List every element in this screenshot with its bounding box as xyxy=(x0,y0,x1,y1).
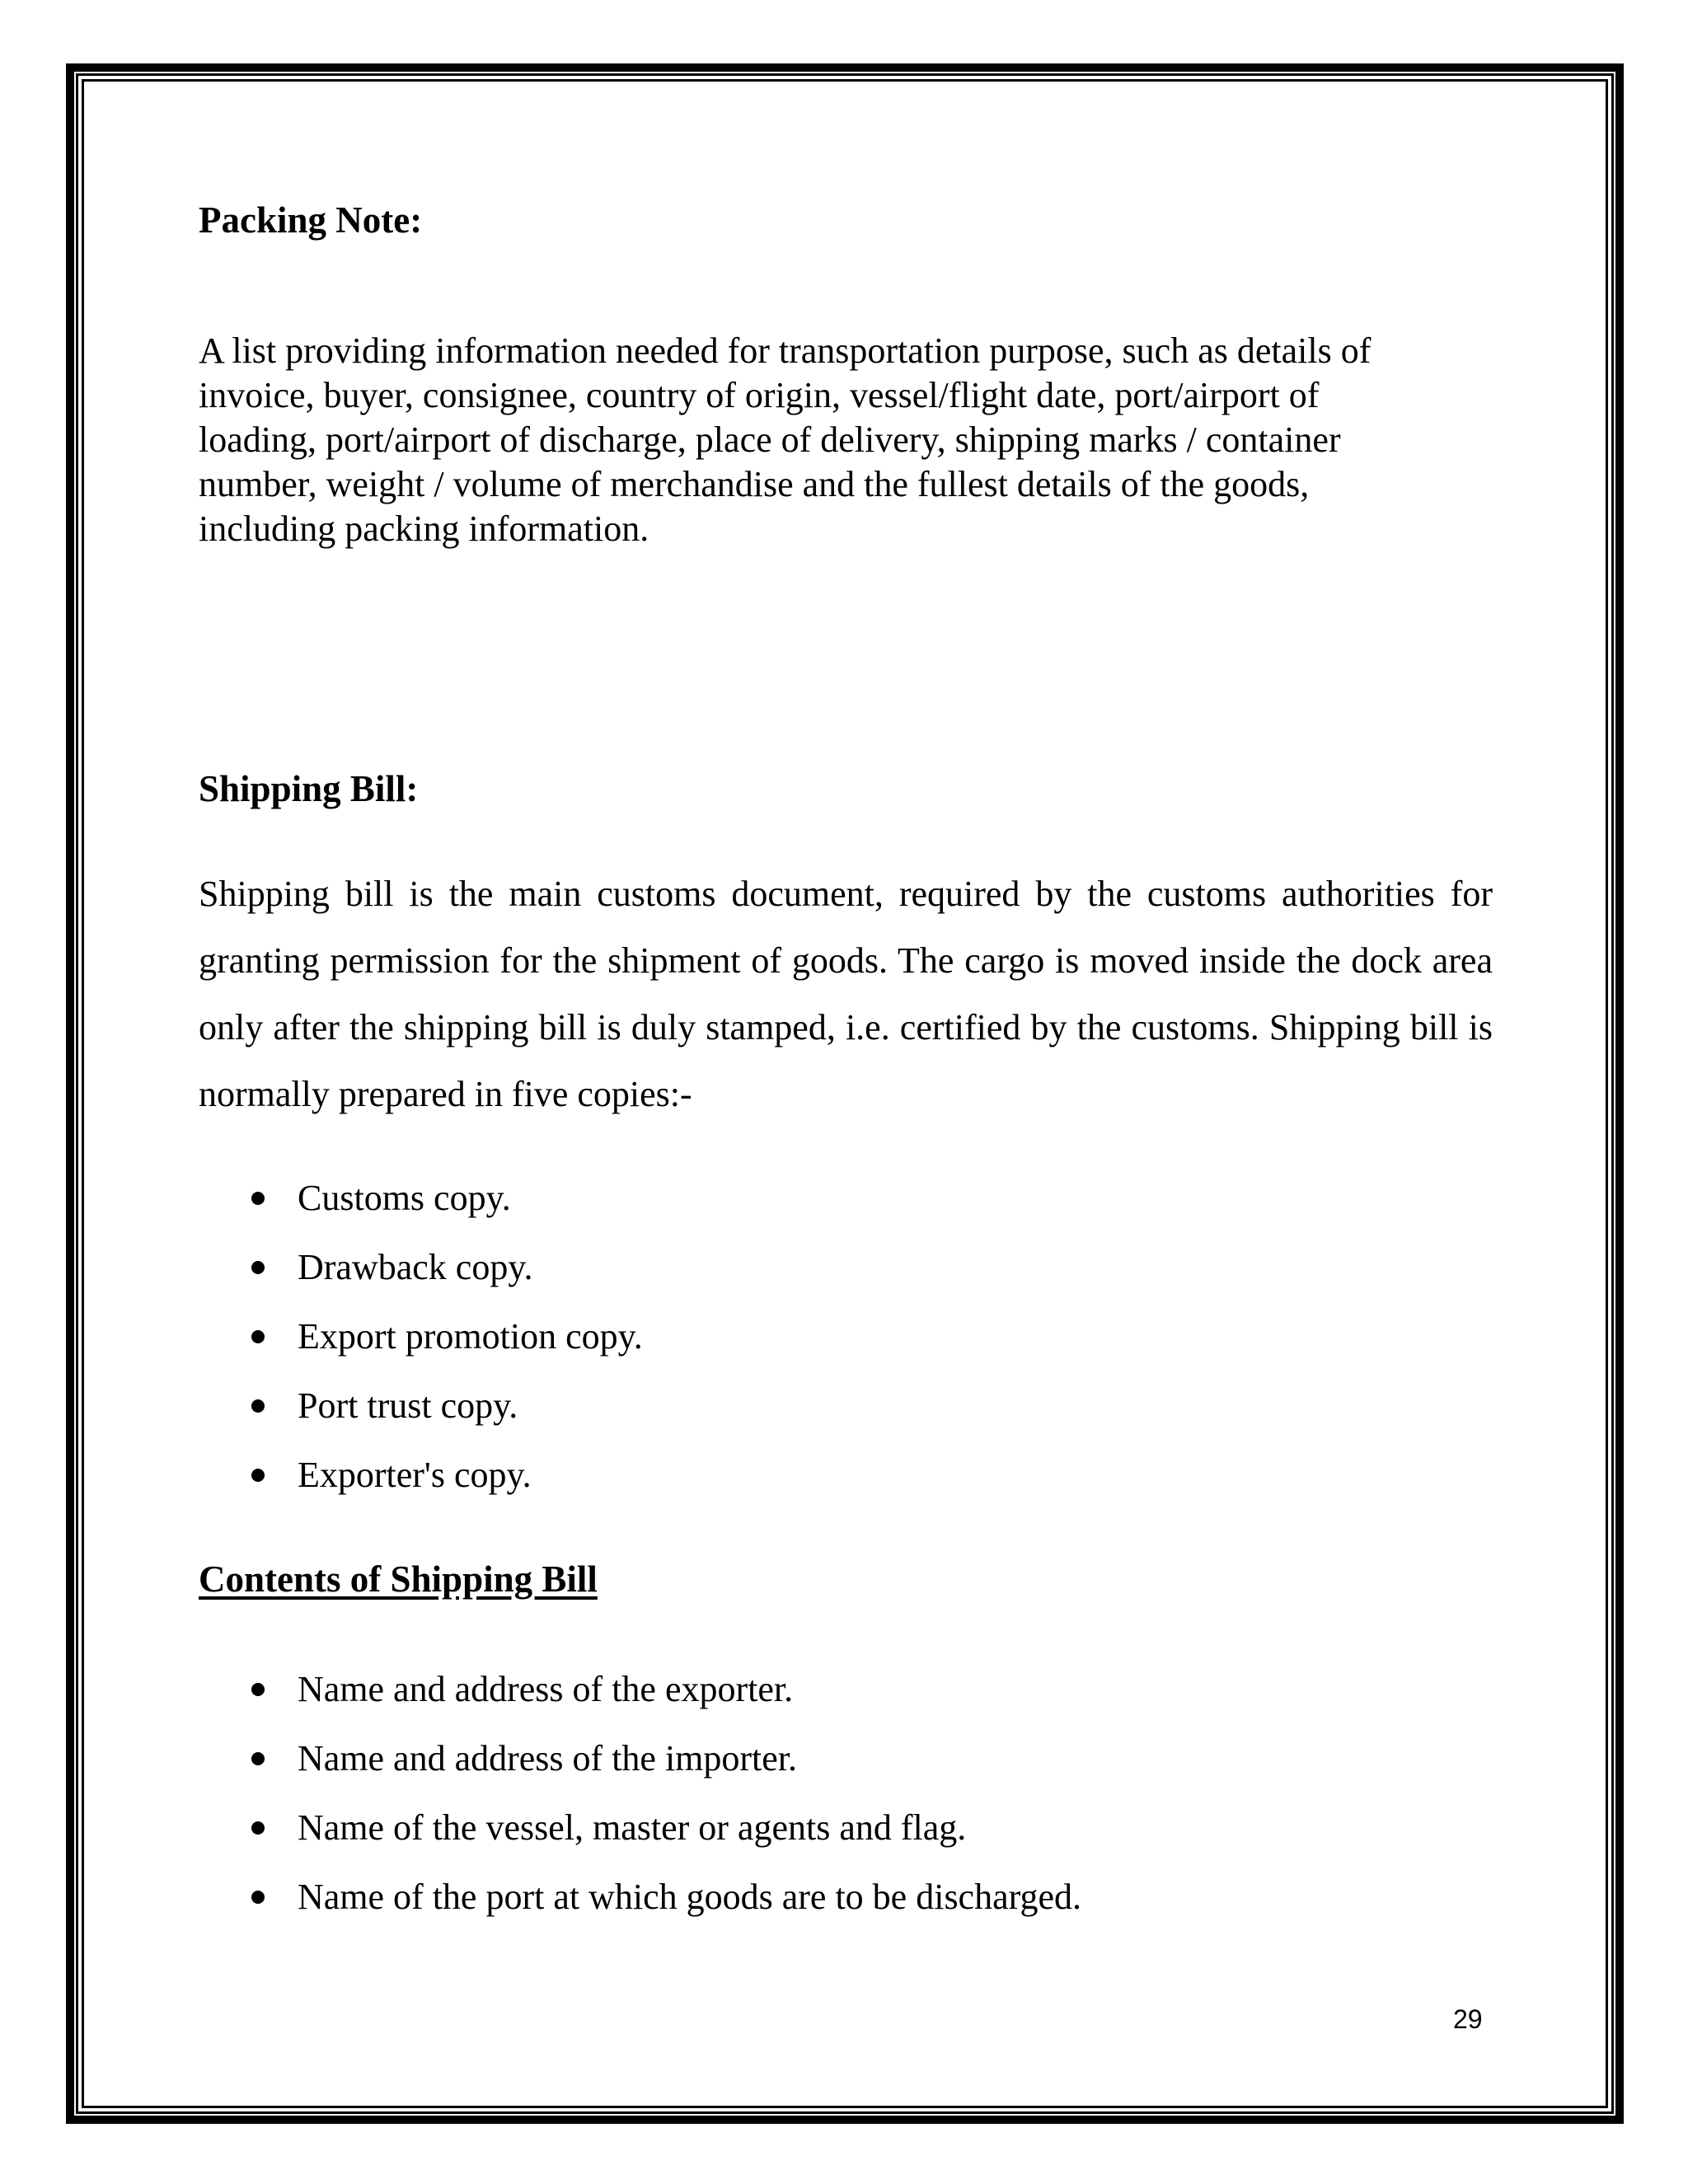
shipping-bill-heading: Shipping Bill: xyxy=(199,768,419,809)
shipping-bill-paragraph: Shipping bill is the main customs document, required by the customs authorities for granting permission for the shipment of goods. The cargo is moved inside the dock area only after the shipping bill is duly stamped, i.e. certified by the customs. Shipping bill is normally prepared in five copies:- xyxy=(199,874,1493,1114)
packing-note-line: invoice, buyer, consignee, country of origin, vessel/flight date, port/airport of xyxy=(199,375,1320,415)
contents-heading: Contents of Shipping Bill xyxy=(199,1558,598,1600)
bullet-icon xyxy=(251,1330,265,1343)
bullet-icon xyxy=(251,1469,265,1482)
page-number: 29 xyxy=(1453,2004,1483,2034)
packing-note-line: number, weight / volume of merchandise and the fullest details of the goods, xyxy=(199,464,1310,504)
bullet-icon xyxy=(251,1821,265,1835)
bullet-icon xyxy=(251,1683,265,1696)
bullet-icon xyxy=(251,1752,265,1765)
packing-note-line: including packing information. xyxy=(199,509,649,549)
bullet-icon xyxy=(251,1261,265,1274)
bullet-icon xyxy=(251,1192,265,1205)
bullet-icon xyxy=(251,1891,265,1904)
packing-note-heading: Packing Note: xyxy=(199,199,423,241)
packing-note-line: A list providing information needed for transportation purpose, such as details of xyxy=(199,330,1372,371)
packing-note-paragraph xyxy=(199,329,1493,551)
packing-note-line: loading, port/airport of discharge, place of delivery, shipping marks / container xyxy=(199,419,1341,460)
bullet-icon xyxy=(251,1399,265,1413)
